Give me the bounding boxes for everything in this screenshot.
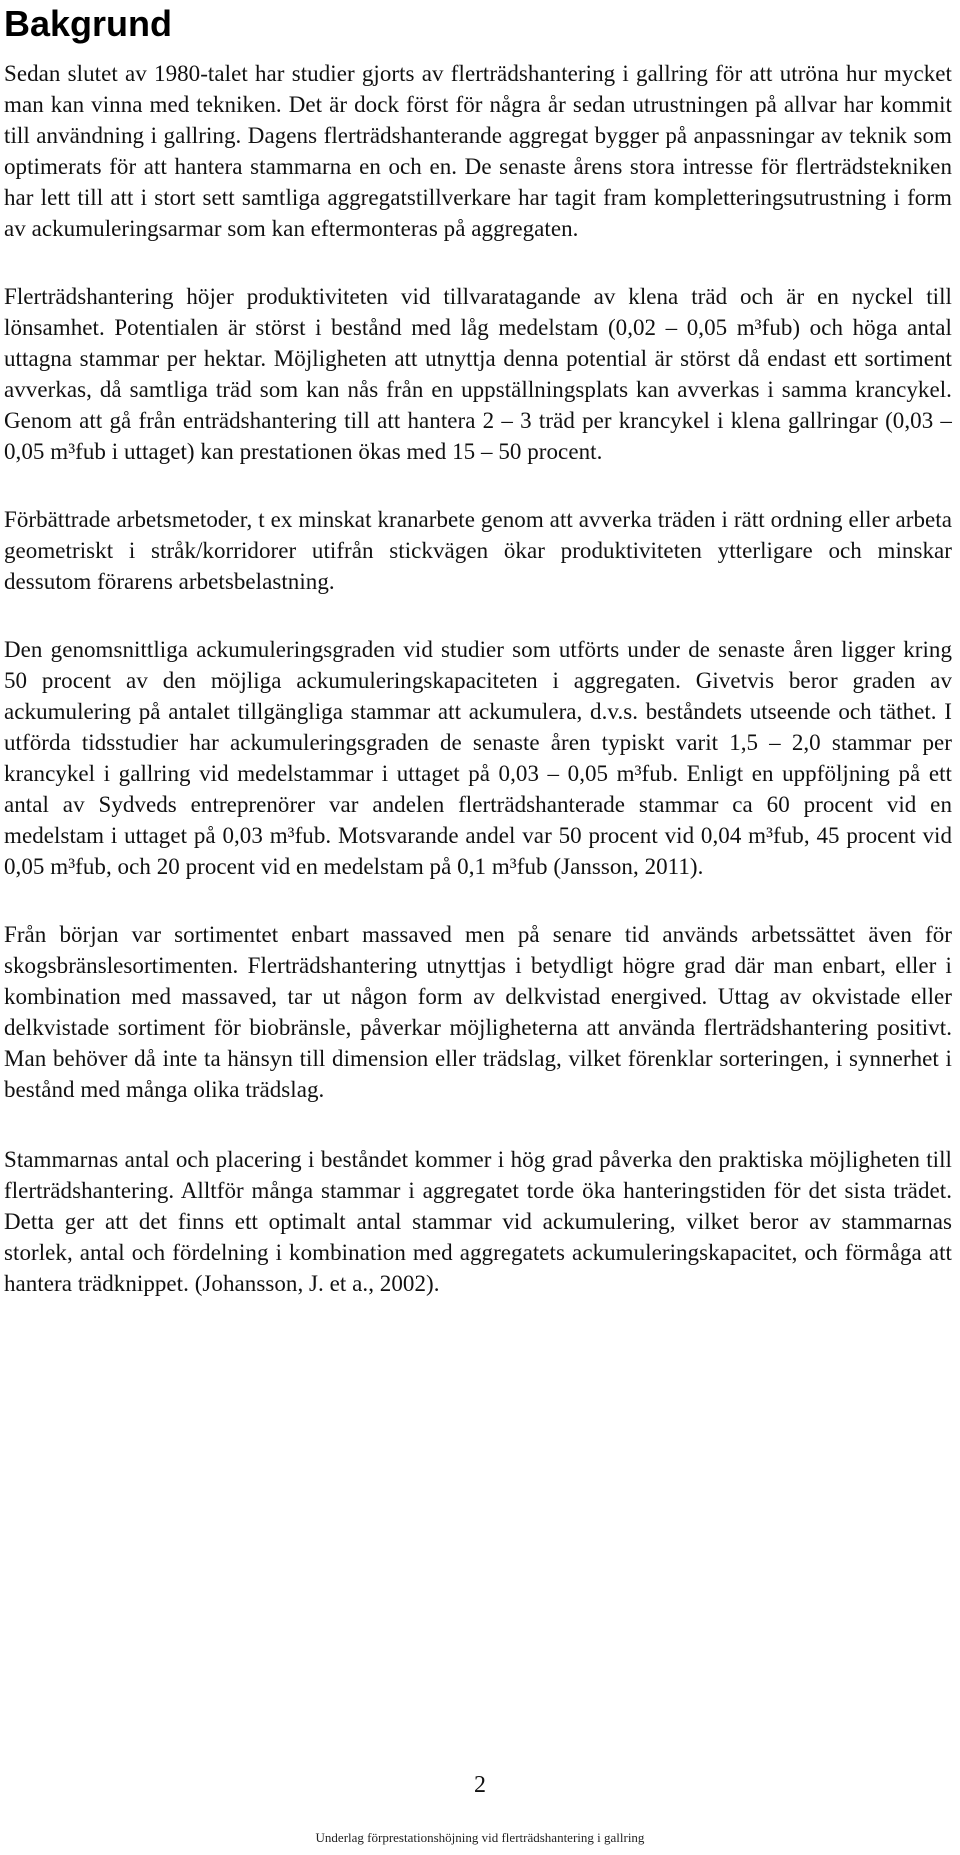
page-number: 2 [474, 1772, 486, 1798]
footer-text: Underlag förprestationshöjning vid flerträdshantering i gallring [315, 1830, 645, 1845]
document-page [4, 0, 952, 1299]
section-heading: Bakgrund [4, 3, 173, 44]
paragraph-productivity: Flerträdshantering höjer produktiviteten vid tillvaratagande av klena träd och är en nyckel till lönsamhet. Potentialen är störst i bestånd med låg medelstam (0,02 – 0,05 m³fub) och höga antal uttagna stammar per hektar. Möjligheten att utnyttja denna potential är störst då endast ett sortiment avverkas, då samtliga träd som kan nås från en uppställningsplats kan avverkas i samma krancykel. Genom att gå från enträdshantering till att hantera 2 – 3 träd per krancykel i klena gallringar (0,03 – 0,05 m³fub i uttaget) kan prestationen ökas med 15 – 50 procent. [4, 284, 952, 464]
paragraph-assortments: Från början var sortimentet enbart massaved men på senare tid används arbetssättet även för skogsbränslesortimenten. Flerträdshantering utnyttjas i betydligt högre grad där man enbart, eller i kombination med massaved, tar ut någon form av delkvistad energived. Uttag av okvistade eller delkvistade sortiment för biobränsle, påverkar möjligheterna att använda flerträdshantering positivt. Man behöver då inte ta hänsyn till dimension eller trädslag, vilket förenklar sorteringen, i synnerhet i bestånd med många olika trädslag. [4, 922, 952, 1102]
paragraph-work-methods: Förbättrade arbetsmetoder, t ex minskat kranarbete genom att avverka träden i rätt ordning eller arbeta geometriskt i stråk/korridorer utifrån stickvägen ökar produktiviteten ytterligare och minskar dessutom förarens arbetsbelastning. [4, 507, 952, 594]
paragraph-accumulation: Den genomsnittliga ackumuleringsgraden vid studier som utförts under de senaste åren ligger kring 50 procent av den möjliga ackumuleringskapaciteten i aggregaten. Givetvis beror graden av ackumulering på antalet tillgängliga stammar att ackumulera, d.v.s. beståndets utseende och täthet. I utförda tidsstudier har ackumuleringsgraden de senaste åren typiskt varit 1,5 – 2,0 stammar per krancykel i gallring vid medelstammar i uttaget på 0,03 – 0,05 m³fub. Enligt en uppföljning på ett antal av Sydveds entreprenörer var andelen flerträdshanterade stammar ca 60 procent vid en medelstam i uttaget på 0,03 m³fub. Motsvarande andel var 50 procent vid 0,04 m³fub, 45 procent vid 0,05 m³fub, och 20 procent vid en medelstam på 0,1 m³fub (Jansson, 2011). [4, 637, 952, 879]
paragraph-intro: Sedan slutet av 1980-talet har studier gjorts av flerträdshantering i gallring för att utröna hur mycket man kan vinna med tekniken. Det är dock först för några år sedan utrustningen på allvar har kommit till användning i gallring. Dagens flerträdshanterande aggregat bygger på anpassningar av teknik som optimerats för att hantera stammarna en och en. De senaste årens stora intresse för flerträdstekniken har lett till att i stort sett samtliga aggregatstillverkare har tagit fram kompletteringsutrustning i form av ackumuleringsarmar som kan eftermonteras på aggregaten. [4, 61, 952, 241]
paragraph-stem-placement: Stammarnas antal och placering i beståndet kommer i hög grad påverka den praktiska möjligheten till flerträdshantering. Alltför många stammar i aggregatet torde öka hanteringstiden för det sista trädet. Detta ger att det finns ett optimalt antal stammar vid ackumulering, vilket beror av stammarnas storlek, antal och fördelning i kombination med aggregatets ackumuleringskapacitet, och förmåga att hantera trädknippet. (Johansson, J. et a., 2002). [4, 1147, 952, 1296]
